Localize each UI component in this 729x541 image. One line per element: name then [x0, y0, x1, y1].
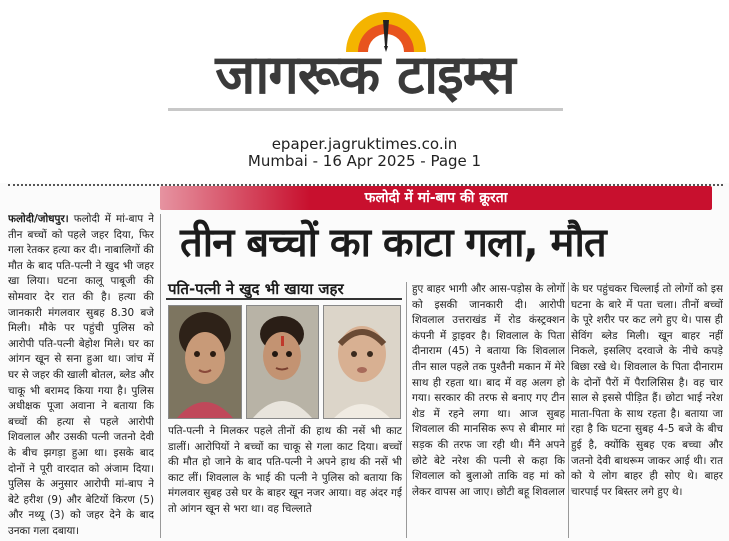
article-column-2: पति-पत्नी ने मिलकर पहले तीनों की हाथ की नसें भी काट डालीं। आरोपियों ने बच्चों का चाकू से गला काट दिया। बच्चों की मौत हो जाने के बाद पति-पत्नी ने अपने हाथ की नसें भी काट लीं। शिवलाल के भाई की पत्नी ने पुलिस को बताया कि मंगलवार सुबह उसे घर के बाहर खून नजर आया। वह अंदर गई तो आंगन खून से भरा था। वह चिल्लाते	[168, 425, 402, 515]
child-photo-toddler	[323, 305, 401, 419]
edition-info: Mumbai - 16 Apr 2025 - Page 1	[247, 152, 482, 170]
kicker-banner-shade	[160, 186, 310, 210]
kicker-banner: फलोदी में मां-बाप की क्रूरता	[160, 186, 712, 210]
article-column-3: हुए बाहर भागी और आस-पड़ोस के लोगों को इसकी जानकारी दी। आरोपी शिवलाल उत्तराखंड में रोड कंस्ट्रक्शन कंपनी में ड्राइवर है। शिवलाल के पिता दीनाराम (45) ने बताया कि शिवलाल तीन साल पहले तक पुश्तैनी मकान में मेरे साथ ही रहता था। बाद में वह अलग हो गया। सरकार की तरफ से बनाए गए टीन शेड में रहने लगा था। आज सुबह शिवलाल की मानसिक रूप से बीमार मां सड़क की तरफ जा रही थी। मैंने अपने छोटे बेटे नरेश की पत्नी से कहा कि शिवलाल को बुलाओ ताकि वह मां को लेकर वापस आ जाए। छोटी बहू शिवलाल	[412, 283, 565, 498]
dateline: फलोदी/जोधपुर।	[8, 213, 69, 225]
child-photo-boy	[246, 305, 319, 419]
article-column-4: के घर पहुंचकर चिल्लाई तो लोगों को इस घटना के बारे में पता चला। तीनों बच्चों के पूरे शरीर पर कट लगे हुए थे। पास ही सेविंग ब्लेड मिली। खून बाहर नहीं निकले, इसलिए दरवाजे के नीचे कपड़े बिछा रखे थे। शिवलाल के पिता दीनाराम के दोनों पैरों में पैरालिसिस है। वह चार साल से इससे पीड़ित हैं। छोटा भाई नरेश माता-पिता के साथ रहता है। बताया जा रहा है कि घटना सुबह 4-5 बजे के बीच हुई है, क्योंकि सुबह एक बच्चा और जतनो देवी बाथरूम जाकर आई थी। रात को ये लोग बाहर ही सोए थे। बाहर चारपाई पर बिस्तर लगे हुए थे।	[571, 283, 723, 498]
column-1-text: फलोदी में मां-बाप ने तीन बच्चों को पहले जहर दिया, फिर गला रेतकर हत्या कर दी। नाबालिगों की मौत के बाद पति-पत्नी ने खुद भी जहर खा लिया। घटना कालू पाबूजी की सोमवार देर रात की है। हत्या की जानकारी मंगलवार सुबह 8.30 बजे मिली। मौके पर पहुंची पुलिस को आरोपी पति-पत्नी बेहोश मिले। घर का आंगन खून से सना हुआ था। जांच में घर से जहर की खाली बोतल, ब्लेड और चाकू भी बरामद किया गया है। पुलिस अधीक्षक पूजा अवाना ने बताया कि बच्चों की हत्या से पहले आरोपी शिवलाल और उसकी पत्नी जतनो देवी के बीच झगड़ा हुआ था। इसके बाद दोनों ने पूरी वारदात को अंजाम दिया। पुलिस के अनुसार आरोपी मां-बाप ने बेटे हरीश (9) और बेटियों किरण (5) और नथ्यू (3) को जहर देने के बाद उनका गला दबाया।	[8, 213, 154, 537]
child-photo-girl	[168, 305, 242, 419]
subheadline: पति-पत्नी ने खुद भी खाया जहर	[168, 280, 344, 298]
column-divider	[160, 214, 161, 538]
column-divider	[406, 282, 407, 538]
epaper-url: epaper.jagruktimes.co.in	[271, 135, 458, 153]
newspaper-logo-text: जागरूक टाइम्स	[215, 43, 515, 106]
subheadline-rule	[166, 298, 402, 300]
headline: तीन बच्चों का काटा गला, मौत	[180, 220, 606, 266]
column-divider	[568, 282, 569, 538]
logo-underline	[168, 108, 563, 111]
article-column-1	[8, 212, 154, 537]
